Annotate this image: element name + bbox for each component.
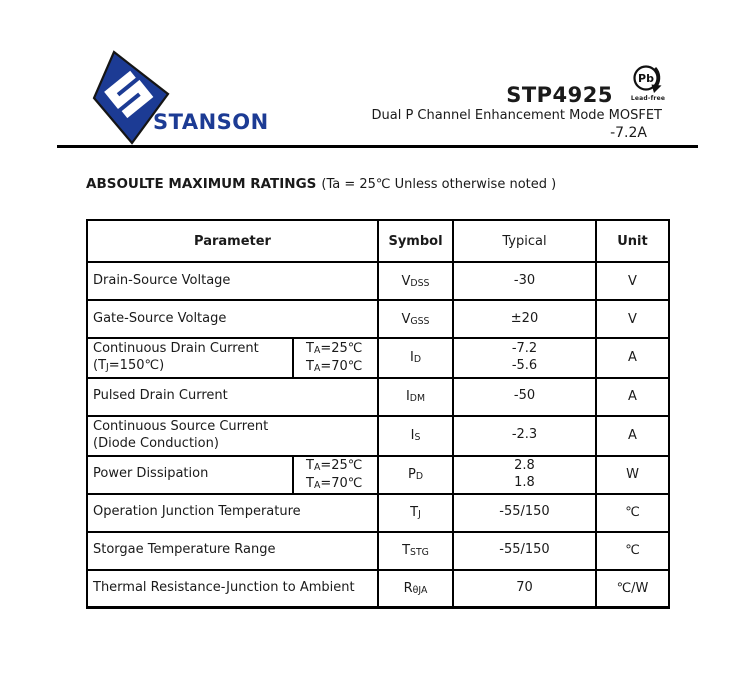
unit-cell: V bbox=[596, 300, 669, 338]
brand-name: STANSON bbox=[153, 110, 269, 134]
part-number: STP4925 bbox=[506, 83, 613, 107]
table-row bbox=[87, 416, 669, 456]
typical-cell: 2.8 1.8 bbox=[453, 456, 596, 494]
unit-cell: A bbox=[596, 378, 669, 416]
pb-symbol: Pb bbox=[638, 72, 654, 85]
symbol-cell: IDM bbox=[378, 378, 453, 416]
parameter-text: Thermal Resistance-Junction to Ambient bbox=[93, 579, 355, 595]
parameter-text: Pulsed Drain Current bbox=[93, 388, 228, 404]
parameter-text: Power Dissipation bbox=[93, 466, 209, 482]
parameter-text: Storgae Temperature Range bbox=[93, 542, 276, 558]
parameter-text: Gate-Source Voltage bbox=[93, 310, 227, 326]
maximum-ratings-table bbox=[86, 219, 670, 609]
typical-cell: -55/150 bbox=[453, 494, 596, 532]
table-header-row bbox=[87, 220, 669, 262]
parameter-text: Continuous Drain Current (TJ=150℃) bbox=[93, 341, 259, 373]
parameter-cell bbox=[87, 570, 378, 608]
unit-cell: A bbox=[596, 416, 669, 456]
device-subtitle: Dual P Channel Enhancement Mode MOSFET bbox=[371, 108, 662, 123]
col-header-parameter: Parameter bbox=[87, 220, 378, 262]
parameter-cell bbox=[87, 416, 378, 456]
typical-cell: -50 bbox=[453, 378, 596, 416]
col-header-unit: Unit bbox=[596, 220, 669, 262]
condition-subcell: TA=25℃ TA=70℃ bbox=[292, 339, 377, 377]
unit-cell: ℃ bbox=[596, 494, 669, 532]
typical-cell: -2.3 bbox=[453, 416, 596, 456]
table-row bbox=[87, 262, 669, 300]
parameter-cell bbox=[87, 262, 378, 300]
parameter-text: Continuous Source Current (Diode Conduction) bbox=[93, 418, 269, 451]
symbol-cell: TSTG bbox=[378, 532, 453, 570]
unit-cell: ℃/W bbox=[596, 570, 669, 608]
symbol-cell: ID bbox=[378, 338, 453, 378]
typical-cell: ±20 bbox=[453, 300, 596, 338]
table-row bbox=[87, 532, 669, 570]
section-title-bold: ABSOULTE MAXIMUM RATINGS bbox=[86, 176, 317, 192]
condition-subcell: TA=25℃ TA=70℃ bbox=[292, 457, 377, 493]
parameter-text: Operation Junction Temperature bbox=[93, 504, 301, 520]
table-row bbox=[87, 338, 669, 378]
unit-cell: A bbox=[596, 338, 669, 378]
symbol-cell: TJ bbox=[378, 494, 453, 532]
parameter-cell bbox=[87, 378, 378, 416]
section-title-note: (Ta = 25℃ Unless otherwise noted ) bbox=[321, 177, 557, 192]
unit-cell: W bbox=[596, 456, 669, 494]
unit-cell: ℃ bbox=[596, 532, 669, 570]
section-title bbox=[86, 176, 556, 192]
lead-free-badge bbox=[626, 64, 670, 102]
typical-cell: -7.2 -5.6 bbox=[453, 338, 596, 378]
lead-free-caption: Lead-free bbox=[630, 95, 666, 102]
symbol-cell: PD bbox=[378, 456, 453, 494]
parameter-cell bbox=[87, 532, 378, 570]
table-body bbox=[87, 262, 669, 608]
table-row bbox=[87, 494, 669, 532]
col-header-typical: Typical bbox=[453, 220, 596, 262]
parameter-cell bbox=[87, 456, 378, 494]
symbol-cell: VGSS bbox=[378, 300, 453, 338]
parameter-cell bbox=[87, 338, 378, 378]
parameter-cell bbox=[87, 300, 378, 338]
pb-free-icon bbox=[631, 64, 665, 96]
typical-cell: -55/150 bbox=[453, 532, 596, 570]
current-rating: -7.2A bbox=[610, 125, 647, 141]
table-row bbox=[87, 300, 669, 338]
typical-cell: 70 bbox=[453, 570, 596, 608]
typical-cell: -30 bbox=[453, 262, 596, 300]
table-row bbox=[87, 570, 669, 608]
symbol-cell: VDSS bbox=[378, 262, 453, 300]
table-row bbox=[87, 378, 669, 416]
unit-cell: V bbox=[596, 262, 669, 300]
symbol-cell: RθJA bbox=[378, 570, 453, 608]
table-row bbox=[87, 456, 669, 494]
parameter-cell bbox=[87, 494, 378, 532]
col-header-symbol: Symbol bbox=[378, 220, 453, 262]
symbol-cell: IS bbox=[378, 416, 453, 456]
parameter-text: Drain-Source Voltage bbox=[93, 272, 231, 288]
header-divider bbox=[57, 145, 698, 148]
